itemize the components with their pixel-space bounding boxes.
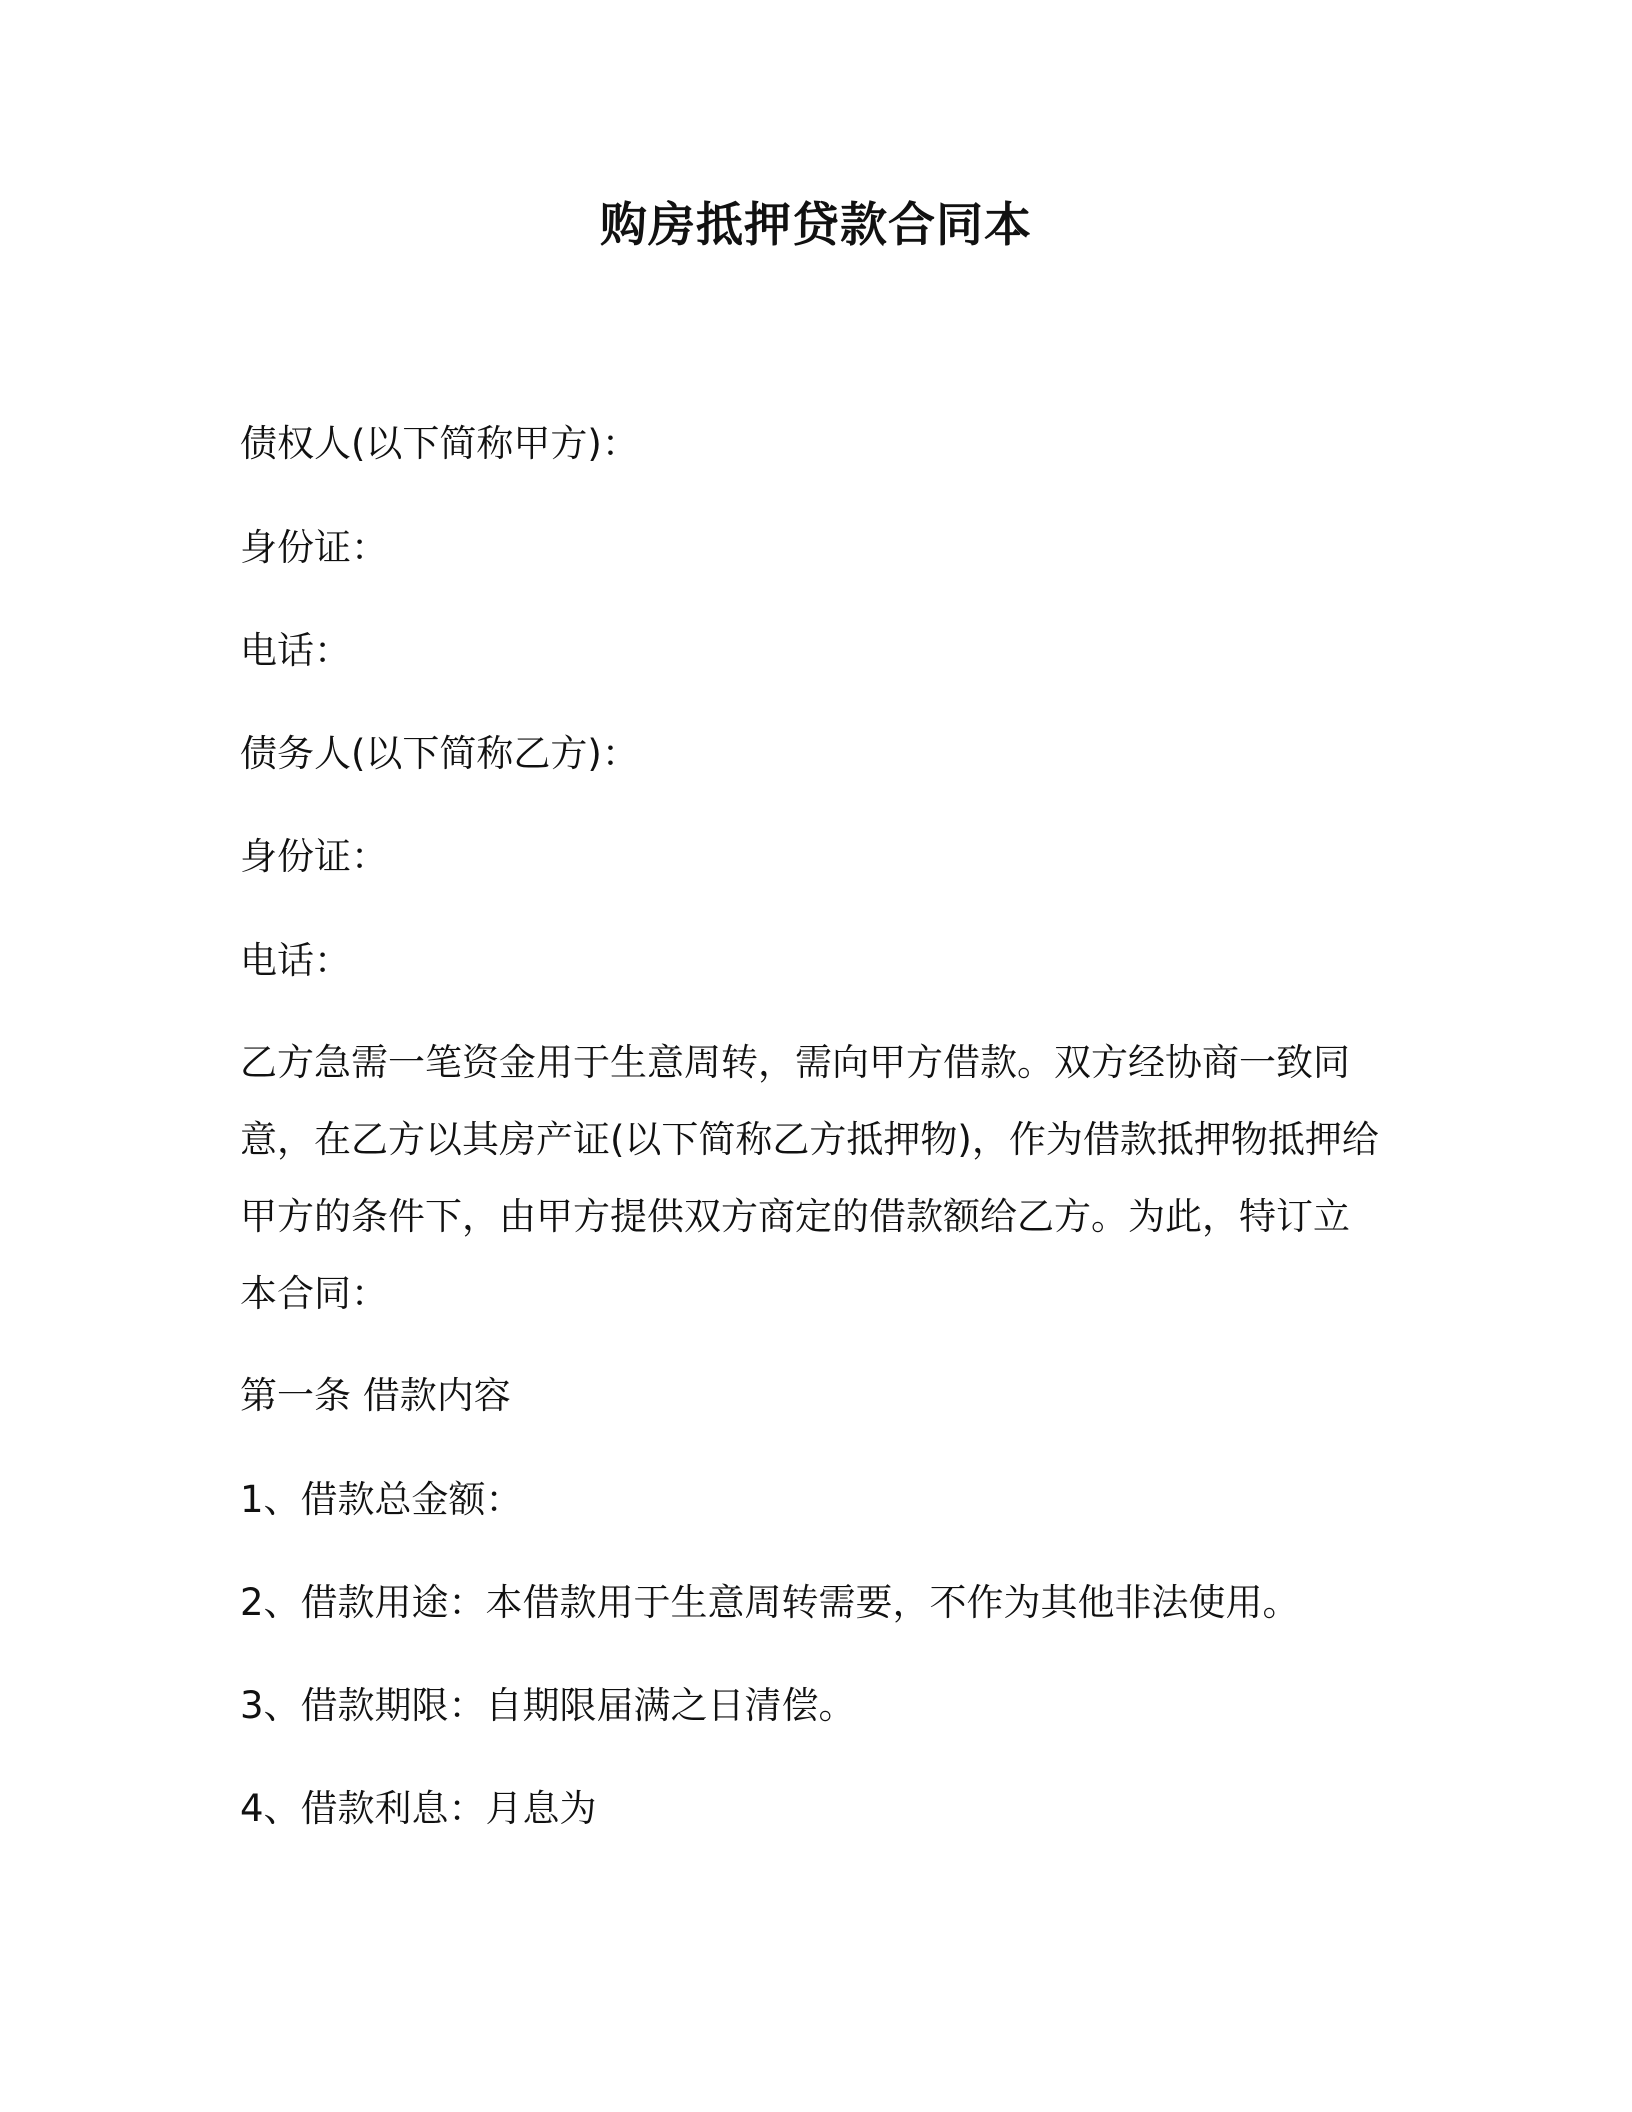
creditor-label: 债权人(以下简称甲方)： (240, 422, 639, 465)
debtor-phone-label: 电话： (240, 939, 351, 982)
item-total-amount: 1、借款总金额： (240, 1478, 523, 1521)
creditor-id-label: 身份证： (240, 526, 388, 569)
article1-heading: 第一条 借款内容 (240, 1374, 511, 1417)
debtor-label: 债务人(以下简称乙方)： (240, 732, 639, 775)
intro-line: 甲方的条件下，由甲方提供双方商定的借款额给乙方。为此，特订立 (240, 1195, 1350, 1238)
item-loan-purpose: 2、借款用途：本借款用于生意周转需要，不作为其他非法使用。 (240, 1581, 1300, 1624)
intro-line: 本合同： (240, 1272, 388, 1315)
document-title: 购房抵押贷款合同本 (600, 198, 1032, 253)
intro-line: 意，在乙方以其房产证(以下简称乙方抵押物)，作为借款抵押物抵押给 (240, 1118, 1379, 1161)
intro-line: 乙方急需一笔资金用于生意周转，需向甲方借款。双方经协商一致同 (240, 1041, 1350, 1084)
item-loan-term: 3、借款期限：自期限届满之日清偿。 (240, 1684, 856, 1727)
item-loan-interest: 4、借款利息：月息为 (240, 1787, 597, 1830)
debtor-id-label: 身份证： (240, 835, 388, 878)
intro-paragraph (240, 1024, 1400, 1332)
creditor-phone-label: 电话： (240, 629, 351, 672)
